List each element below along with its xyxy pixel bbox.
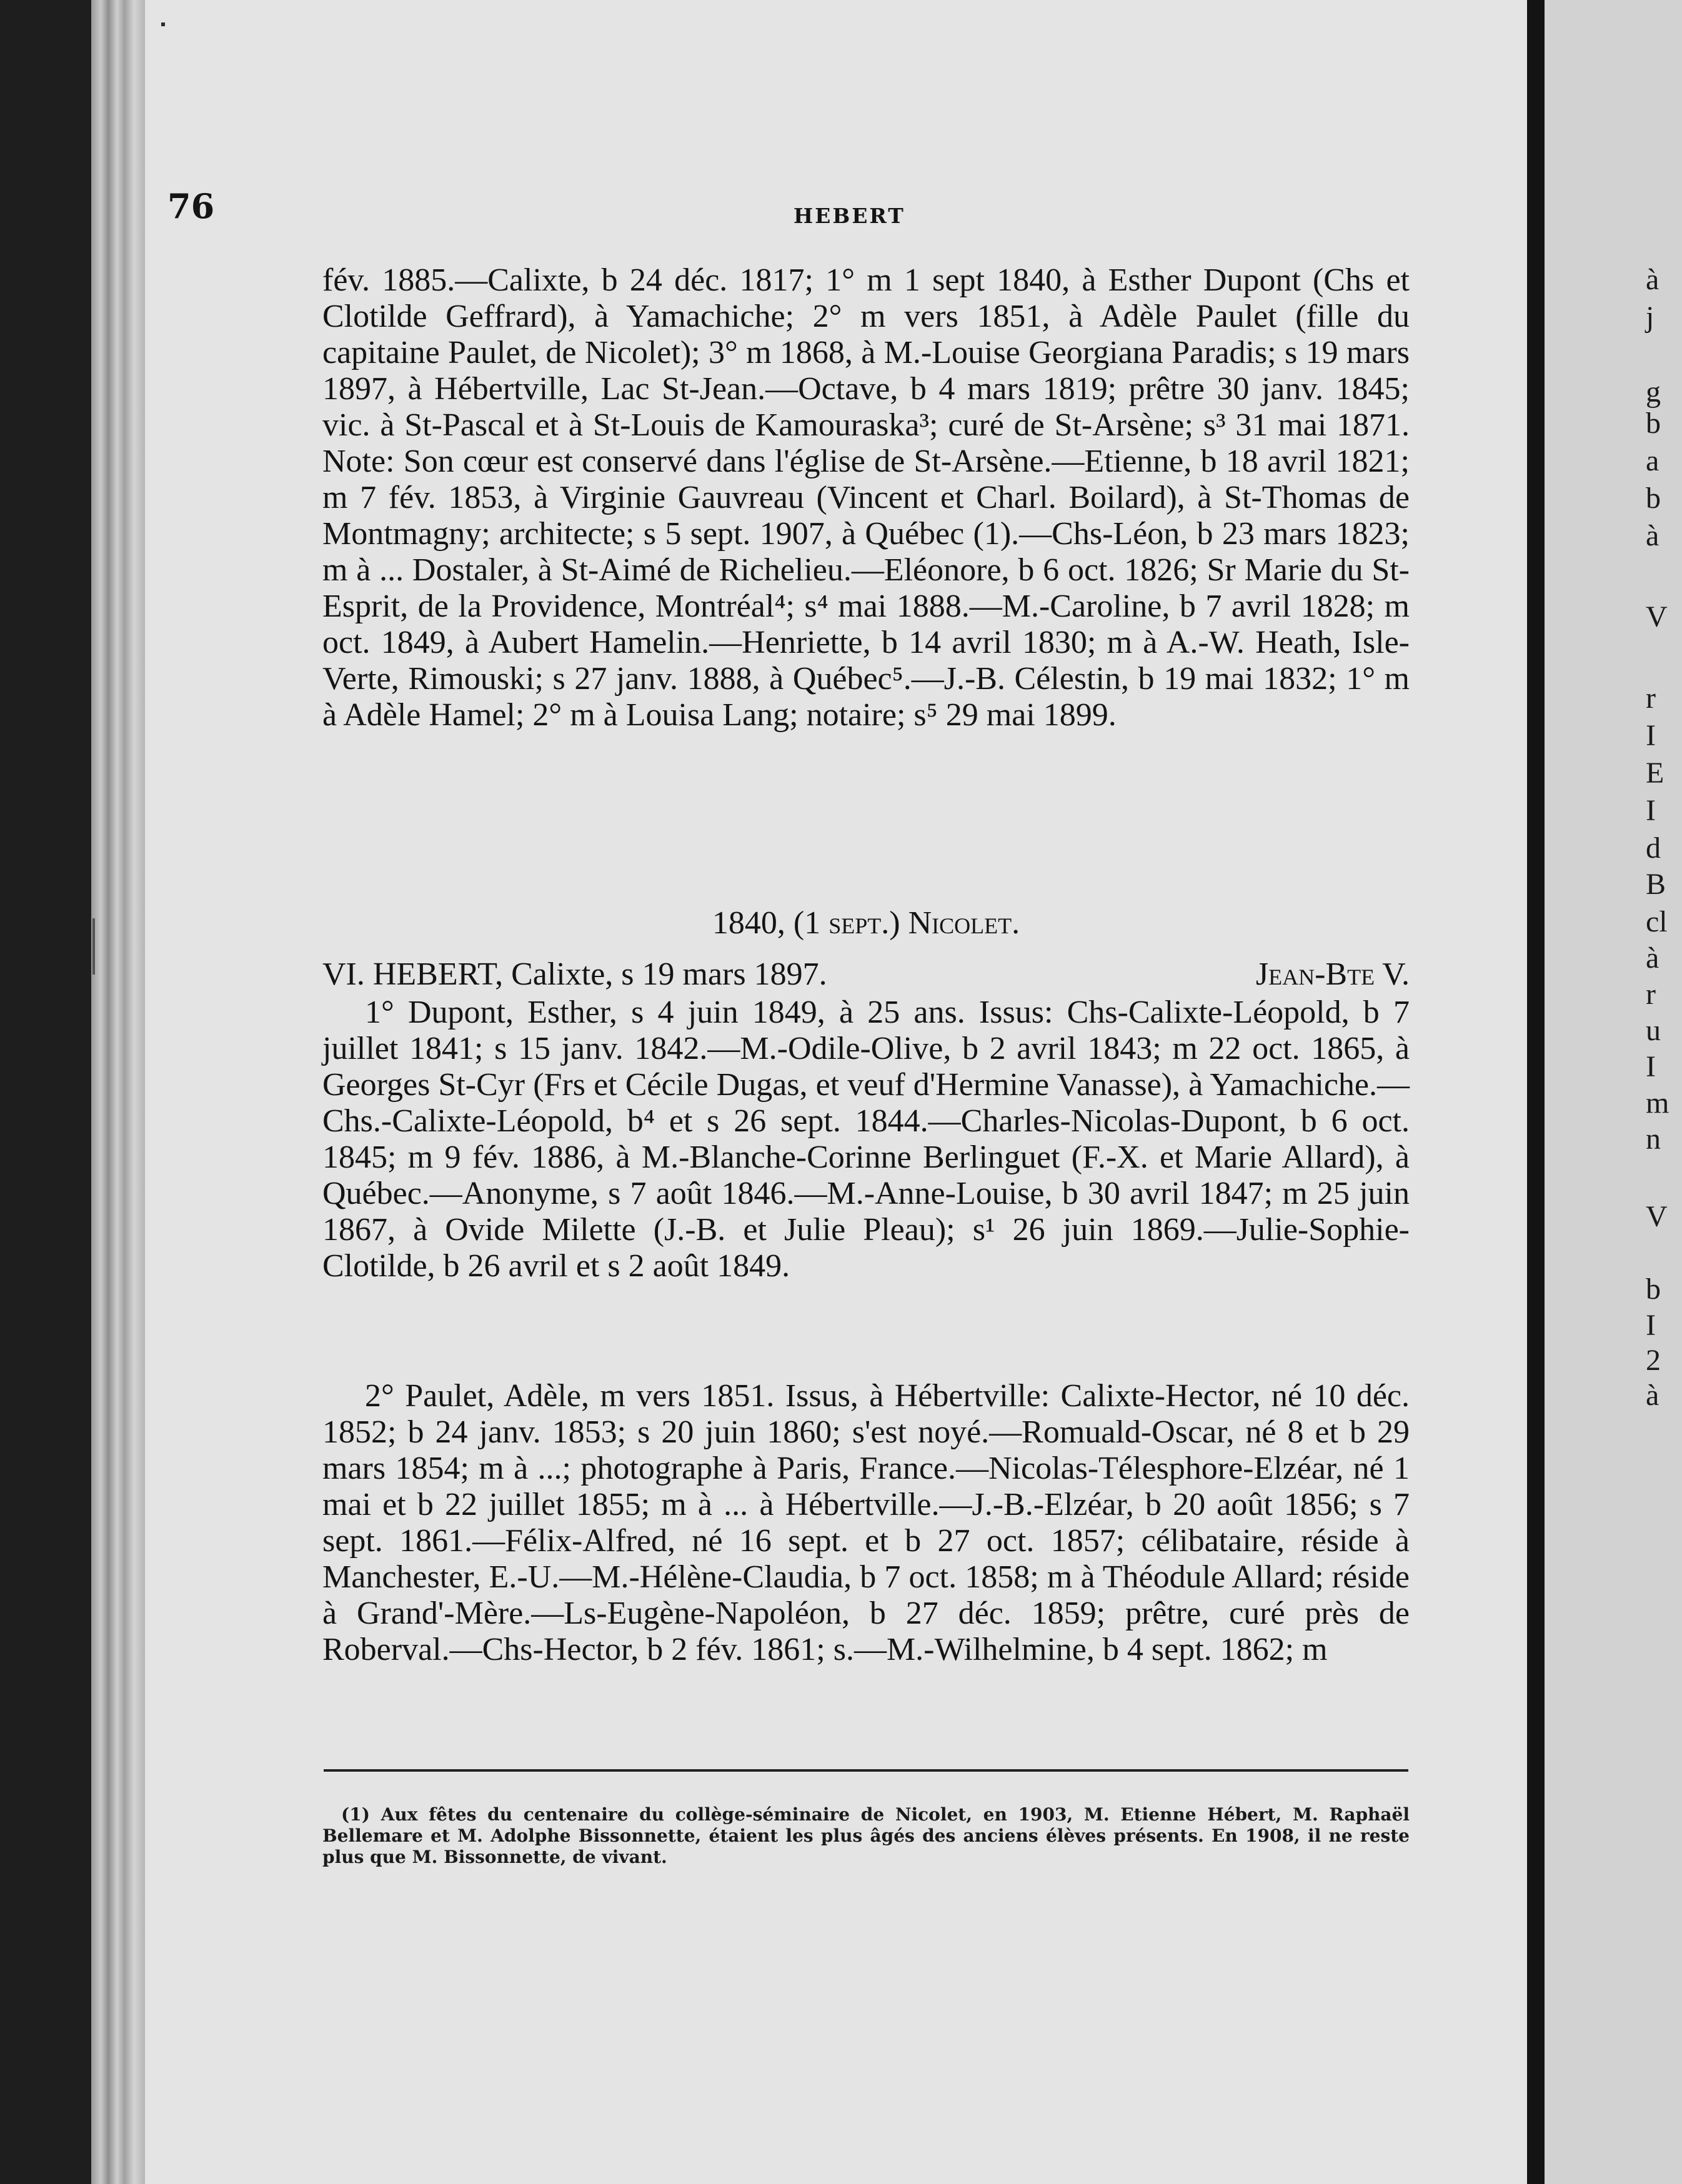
fragment: I [1646,794,1656,827]
paragraph-2-text: 1° Dupont, Esther, s 4 juin 1849, à 25 ans. Issus: Chs-Calixte-Léopold, b 7 juillet 1841; s 15 janv. 1842.—M.-Odile-Olive, b 2 avril 1843; m 22 oct. 1865, à Georges St-Cyr (Frs et Cécile Dugas, et veuf d'Hermine Vanasse), à Yamachiche.—Chs.-Calixte-Léopold, b⁴ et s 26 sept. 1844.—Charles-Nicolas-Dupont, b 6 oct. 1845; m 9 fév. 1886, à M.-Blanche-Corinne Berlinguet (F.-X. et Marie Allard), à Québec.—Anonyme, s 7 août 1846.—M.-Anne-Louise, b 30 avril 1847; m 25 juin 1867, à Ovide Milette (J.-B. et Julie Pleau); s¹ 26 juin 1869.—Julie-Sophie-Clotilde, b 26 avril et s 2 août 1849. [322,995,1410,1284]
fragment: I [1646,719,1656,752]
fragment: a [1646,444,1660,477]
fragment: d [1646,831,1661,865]
fragment: E [1646,757,1665,790]
paragraph-3 [322,1378,1410,1668]
entry-heading-row [322,956,1410,993]
page-number: 76 [167,186,215,226]
fragment: r [1646,682,1656,715]
fragment: à [1646,263,1660,296]
paragraph-3-text: 2° Paulet, Adèle, m vers 1851. Issus, à Hébertville: Calixte-Hector, né 10 déc. 1852; b 24 janv. 1853; s 20 juin 1860; s'est noyé.—Romuald-Oscar, né 8 et b 29 mars 1854; m à ...; photographe à Paris, France.—Nicolas-Télesphore-Elzéar, né 1 mai et b 22 juillet 1855; m à ... à Hébertville.—J.-B.-Elzéar, b 20 août 1856; s 7 sept. 1861.—Félix-Alfred, né 16 sept. et b 27 oct. 1857; célibataire, réside à Manchester, E.-U.—M.-Hélène-Claudia, b 7 oct. 1858; m à Théodule Allard; réside à Grand'-Mère.—Ls-Eugène-Napoléon, b 27 déc. 1859; prêtre, curé près de Roberval.—Chs-Hector, b 2 fév. 1861; s.—M.-Wilhelmine, b 4 sept. 1862; m [322,1378,1410,1667]
fragment: r [1646,978,1656,1011]
running-title: HEBERT [794,204,905,228]
fragment: à [1646,1379,1660,1412]
fragment: g [1646,375,1661,409]
paragraph-2 [322,995,1410,1284]
paragraph-1 [322,262,1410,733]
book-gutter [1527,0,1545,2184]
entry-heading: VI. HEBERT, Calixte, s 19 mars 1897. [322,956,827,992]
scan-scratch [92,918,95,975]
fragment: 2 [1646,1344,1661,1377]
facing-page-fragments [1642,0,1682,2184]
fragment: n [1646,1123,1661,1156]
fragment: I [1646,1050,1656,1083]
fragment: V [1646,1200,1668,1233]
fragment: m [1646,1086,1670,1119]
fragment: b [1646,407,1661,440]
fragment: V [1646,600,1668,633]
marriage-line: 1840, (1 sept.) Nicolet. [712,905,1020,941]
fragment: b [1646,1273,1661,1306]
fragment: j [1646,300,1655,334]
fragment: I [1646,1309,1656,1342]
footnote [322,1804,1410,1868]
fragment: B [1646,868,1666,901]
fragment: à [1646,941,1660,975]
fragment: à [1646,519,1660,552]
footnote-text: (1) Aux fêtes du centenaire du collège-séminaire de Nicolet, en 1903, M. Etienne Hébert, M. Raphaël Bellemare et M. Adolphe Bissonnette, étaient les plus âgés des anciens élèves présents. En 1908, il ne reste plus que M. Bissonnette, de vivant. [322,1804,1410,1867]
fragment: u [1646,1014,1661,1047]
entry-parent: Jean-Bte V. [1255,956,1410,992]
scan-speck [161,22,165,26]
footnote-rule [324,1769,1408,1772]
page-edge-strip [91,0,145,2184]
paragraph-1-text: fév. 1885.—Calixte, b 24 déc. 1817; 1° m 1 sept 1840, à Esther Dupont (Chs et Clotilde Geffrard), à Yamachiche; 2° m vers 1851, à Adèle Paulet (fille du capitaine Paulet, de Nicolet); 3° m 1868, à M.-Louise Georgiana Paradis; s 19 mars 1897, à Hébertville, Lac St-Jean.—Octave, b 4 mars 1819; prêtre 30 janv. 1845; vic. à St-Pascal et à St-Louis de Kamouraska³; curé de St-Arsène; s³ 31 mai 1871. Note: Son cœur est conservé dans l'église de St-Arsène.—Etienne, b 18 avril 1821; m 7 fév. 1853, à Virginie Gauvreau (Vincent et Charl. Boilard), à St-Thomas de Montmagny; architecte; s 5 sept. 1907, à Québec (1).—Chs-Léon, b 23 mars 1823; m à ... Dostaler, à St-Aimé de Richelieu.—Eléonore, b 6 oct. 1826; Sr Marie du St-Esprit, de la Providence, Montréal⁴; s⁴ mai 1888.—M.-Caroline, b 7 avril 1828; m oct. 1849, à Aubert Hamelin.—Henriette, b 14 avril 1830; m à A.-W. Heath, Isle-Verte, Rimouski; s 27 janv. 1888, à Québec⁵.—J.-B. Célestin, b 19 mai 1832; 1° m à Adèle Hamel; 2° m à Louisa Lang; notaire; s⁵ 29 mai 1899. [322,262,1410,733]
fragment: cl [1646,905,1668,938]
fragment: b [1646,482,1661,515]
